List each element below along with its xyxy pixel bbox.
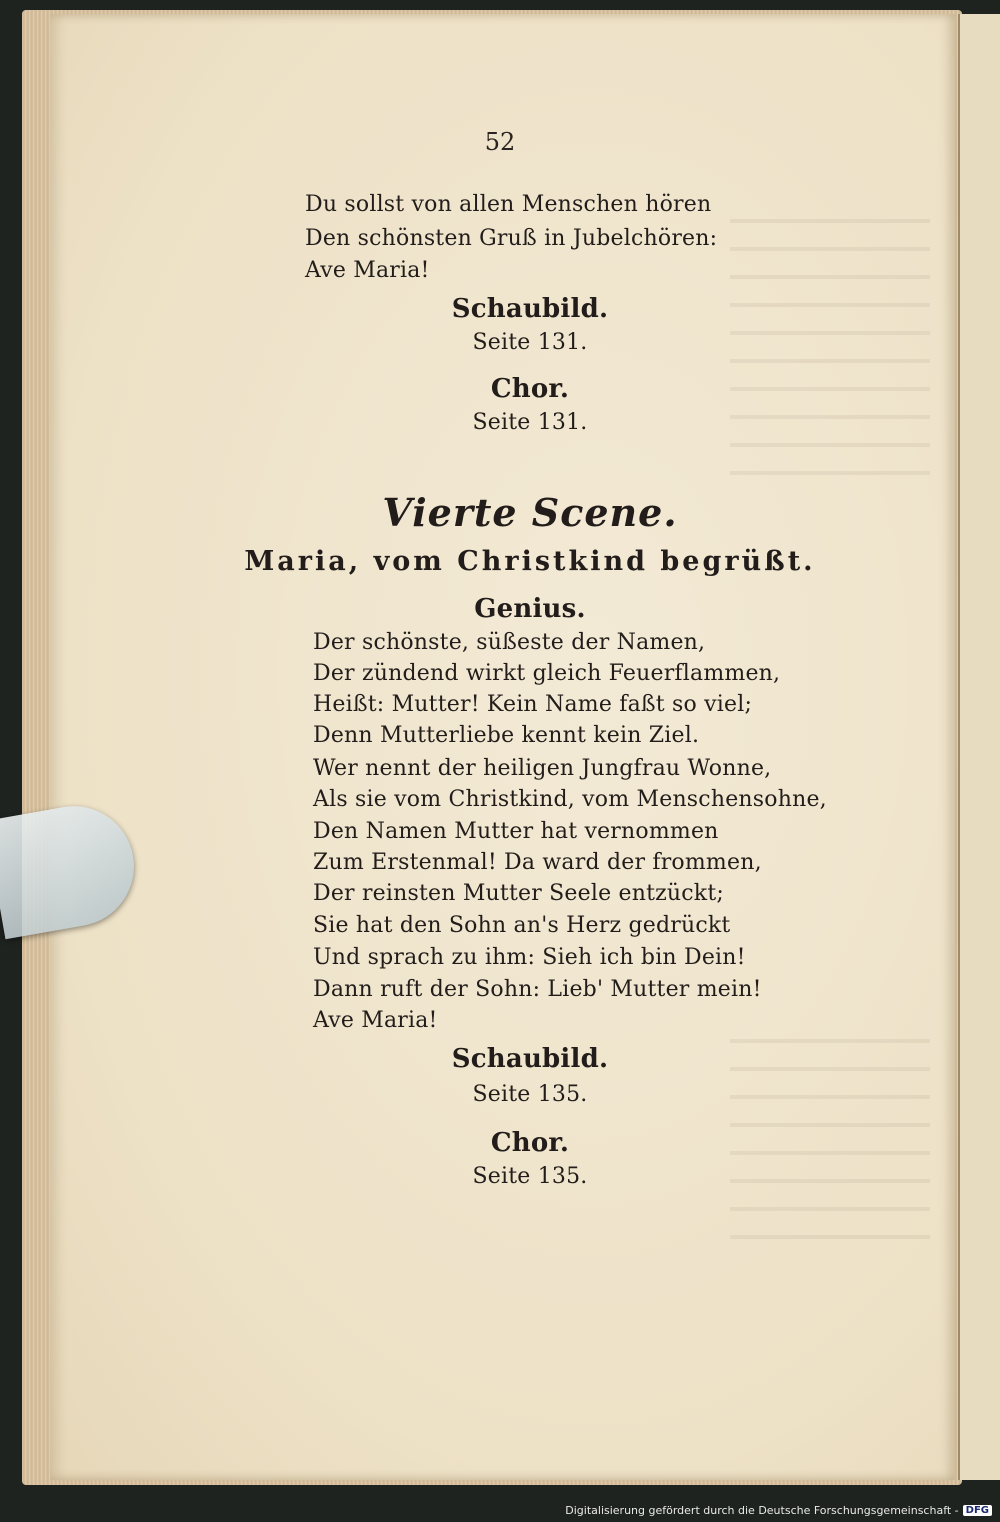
top-verse-line: Ave Maria! (305, 258, 430, 283)
verse-line: Ave Maria! (313, 1008, 438, 1033)
chor-heading: Chor. (490, 374, 570, 404)
verse-line: Heißt: Mutter! Kein Name faßt so viel; (313, 692, 753, 717)
verse-line: Und sprach zu ihm: Sieh ich bin Dein! (313, 945, 746, 970)
chor-reference-2: Seite 135. (472, 1164, 588, 1189)
chor-reference: Seite 131. (472, 410, 588, 435)
page-number: 52 (484, 128, 516, 156)
schaubild-reference: Seite 131. (472, 330, 588, 355)
verse-line: Als sie vom Christkind, vom Menschensohne, (313, 787, 827, 812)
verse-line: Der reinsten Mutter Seele entzückt; (313, 881, 724, 906)
verse-line: Zum Erstenmal! Da ward der frommen, (313, 850, 762, 875)
schaubild-heading-2: Schaubild. (451, 1044, 609, 1074)
scene-subtitle: Maria, vom Christkind begrüßt. (244, 546, 816, 577)
schaubild-heading: Schaubild. (451, 294, 609, 324)
speaker-name: Genius. (474, 594, 586, 624)
verse-line: Den Namen Mutter hat vernommen (313, 819, 719, 844)
verse-line: Denn Mutterliebe kennt kein Ziel. (313, 723, 700, 748)
credit-text: Digitalisierung gefördert durch die Deutsche Forschungsgemeinschaft - (565, 1504, 959, 1517)
digitization-credit (565, 1504, 992, 1517)
top-verse-line: Du sollst von allen Menschen hören (305, 192, 712, 217)
verse-line: Der schönste, süßeste der Namen, (313, 630, 706, 655)
schaubild-reference-2: Seite 135. (472, 1082, 588, 1107)
next-page-edge (958, 14, 1000, 1480)
verse-line: Wer nennt der heiligen Jungfrau Wonne, (313, 756, 772, 781)
top-verse-line: Den schönsten Gruß in Jubelchören: (305, 226, 718, 251)
verse-line: Sie hat den Sohn an's Herz gedrückt (313, 913, 731, 938)
scene-title: Vierte Scene. (382, 490, 678, 535)
verse-line: Dann ruft der Sohn: Lieb' Mutter mein! (313, 977, 762, 1002)
verse-line: Der zündend wirkt gleich Feuerflammen, (313, 661, 781, 686)
chor-heading-2: Chor. (490, 1128, 570, 1158)
dfg-logo-icon: DFG (963, 1505, 992, 1516)
